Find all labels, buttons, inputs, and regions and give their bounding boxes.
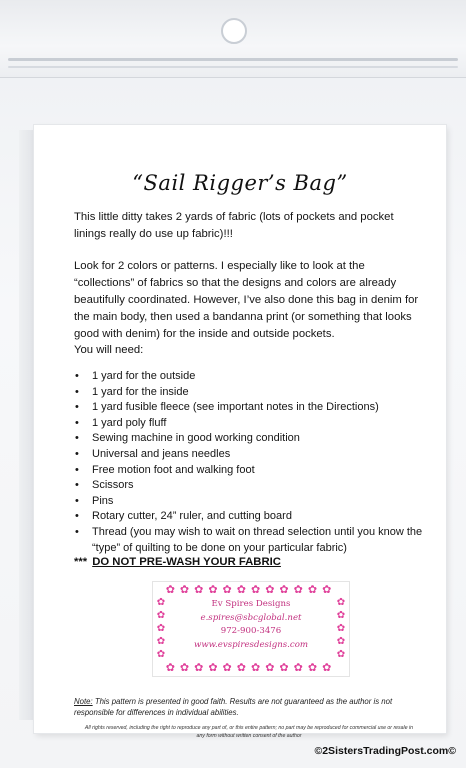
designer-name: Ev Spires Designs [211, 599, 291, 609]
stamp-text [173, 598, 329, 652]
prewash-warning [74, 556, 281, 568]
note-text: This pattern is presented in good faith. Results are not guaranteed as the author is not responsible for differences in individual abilities. [74, 697, 393, 717]
list-item: • 1 yard for the inside [74, 385, 424, 401]
list-item: • Pins [74, 494, 424, 510]
zip-seal-strip [0, 0, 466, 78]
hang-hole [221, 18, 247, 44]
copyright-watermark: ©2SistersTradingPost.com© [314, 745, 456, 757]
pattern-sheet [34, 125, 446, 739]
you-will-need-heading: You will need: [74, 344, 144, 356]
flower-border-icon: ✿✿✿✿✿✿✿✿✿✿✿✿ [165, 662, 337, 674]
list-item: • Rotary cutter, 24” ruler, and cutting board [74, 509, 424, 525]
zip-line-lower [8, 66, 458, 68]
list-item: • Scissors [74, 478, 424, 494]
supplies-list [74, 369, 424, 556]
list-item: • Free motion foot and walking foot [74, 463, 424, 479]
zip-line [8, 58, 458, 61]
flower-border-icon: ✿ ✿ ✿ ✿ ✿ [336, 597, 346, 660]
flower-border-icon: ✿ ✿ ✿ ✿ ✿ [156, 597, 166, 660]
designer-phone: 972-900-3476 [220, 626, 282, 636]
disclaimer-note [74, 696, 424, 718]
list-item: • 1 yard for the outside [74, 369, 424, 385]
list-item: • Universal and jeans needles [74, 447, 424, 463]
designer-stamp [152, 581, 350, 677]
intro-paragraph: This little ditty takes 2 yards of fabric (lots of pockets and pocket linings really do use up fabric)!!! [74, 211, 394, 240]
designer-email: e.spires@sbcglobal.net [200, 612, 302, 623]
warning-stars: *** [74, 556, 88, 568]
list-item: • 1 yard fusible fleece (see important notes in the Directions) [74, 400, 424, 416]
list-item: • 1 yard poly fluff [74, 416, 424, 432]
rights-notice: All rights reserved, including the right to reproduce any part of, or this entire pattern; no part may be reproduced for commercial use or resale in any form without written consent of the author [84, 725, 414, 739]
note-label: Note: [74, 697, 93, 706]
list-item: • Thread (you may wish to wait on thread selection until you know the “type” of quilting to be done on your particular fabric) [74, 525, 424, 556]
warning-text: DO NOT PRE-WASH YOUR FABRIC [92, 556, 281, 568]
flower-border-icon: ✿✿✿✿✿✿✿✿✿✿✿✿ [165, 584, 337, 596]
colors-paragraph: Look for 2 colors or patterns. I especially like to look at the “collections” of fabrics so that the designs and colors are already beautifully coordinated. However, I’ve also done this bag in denim for the main body, then used a bandanna print (or something that looks good with denim) for the inside and outside pockets. [74, 260, 419, 340]
list-item: • Sewing machine in good working condition [74, 431, 424, 447]
pattern-title: “Sail Rigger’s Bag” [132, 171, 348, 195]
designer-website: www.evspiresdesigns.com [193, 639, 309, 650]
sheet-stack-edge [19, 130, 33, 720]
